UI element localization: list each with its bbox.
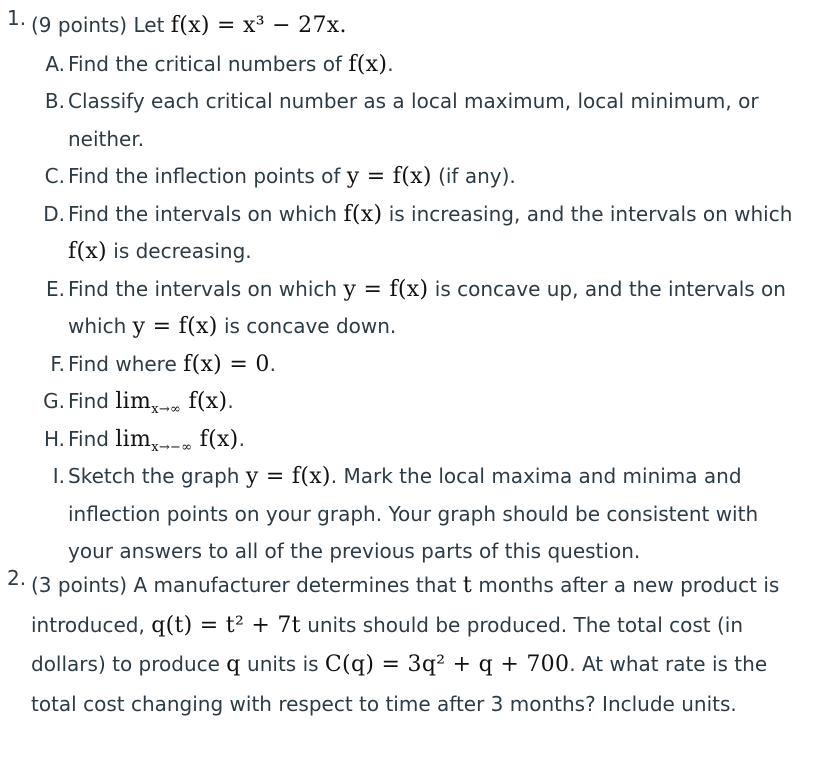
lim-operator: lim <box>115 426 152 452</box>
problem-text: units is <box>247 652 319 676</box>
part-label: G. <box>43 389 65 413</box>
part-i <box>7 458 803 571</box>
math-expression: t <box>462 573 473 598</box>
math-expression: q <box>226 652 241 677</box>
math-expression: f(x) <box>199 426 239 452</box>
part-text: Find the critical numbers of <box>68 51 342 76</box>
part-e <box>7 271 803 346</box>
part-g <box>7 383 803 421</box>
limit-expression <box>115 389 228 417</box>
part-label: A. <box>45 51 65 76</box>
part-h <box>7 421 803 459</box>
lim-operator: lim <box>115 389 152 414</box>
part-text: . <box>227 389 234 413</box>
part-label: H. <box>43 426 65 451</box>
part-text: Find the intervals on which <box>68 201 338 226</box>
math-expression: C(q) = 3q² + q + 700 <box>324 652 570 677</box>
math-expression: y = f(x) <box>245 464 331 489</box>
part-f <box>7 346 803 384</box>
math-expression: y = f(x) <box>132 314 218 339</box>
lim-subscript: x→−∞ <box>151 439 193 455</box>
limit-expression <box>115 426 239 455</box>
part-text: Find the inflection points of <box>68 164 341 188</box>
problem-text: A manufacturer determines that <box>133 573 457 597</box>
math-expression: f(x) <box>188 389 228 414</box>
problem-text: units should be produced. The total cost (in dollars) to produce <box>31 612 744 676</box>
function-definition: f(x) = x³ − 27x. <box>170 13 347 38</box>
problem-number: 2. <box>7 566 27 590</box>
part-text: is concave down. <box>223 314 397 338</box>
math-expression: f(x) <box>343 201 383 227</box>
intro-text: Let <box>133 13 165 37</box>
part-label: D. <box>43 201 65 226</box>
part-a <box>7 46 803 84</box>
part-text: . <box>269 351 277 376</box>
math-expression: y = f(x) <box>346 164 432 189</box>
problem-1 <box>7 6 813 571</box>
problem-text: months after a new product is introduced, <box>31 573 780 637</box>
part-text: . Mark the local maxima and minima and inflection points on your graph. Your graph should be consistent with your answers to all of the previous parts of this question. <box>68 464 759 563</box>
points-label: (9 points) <box>31 13 128 37</box>
problem-number: 1. <box>7 6 27 30</box>
part-b <box>7 83 803 158</box>
parts-list <box>7 46 813 571</box>
part-label: I. <box>52 464 65 488</box>
part-label: C. <box>44 164 65 188</box>
part-text: is decreasing. <box>113 239 252 263</box>
part-text: Find the intervals on which <box>68 276 338 301</box>
part-text: Classify each critical number as a local maximum, local minimum, or neither. <box>68 89 759 151</box>
math-expression: f(x) <box>348 51 388 77</box>
points-label: (3 points) <box>31 573 128 597</box>
lim-subscript: x→∞ <box>151 402 182 417</box>
part-text: Find <box>68 389 109 413</box>
part-text: is concave up, and the intervals on which <box>68 276 786 338</box>
math-expression: f(x) <box>68 239 107 264</box>
part-label: E. <box>46 276 65 301</box>
math-expression: f(x) = 0 <box>183 351 270 377</box>
part-text: Find <box>68 426 109 451</box>
math-expression: q(t) = t² + 7t <box>151 612 301 638</box>
math-expression: y = f(x) <box>343 276 429 302</box>
part-d <box>7 196 803 271</box>
problem-2 <box>7 566 813 723</box>
part-label: B. <box>44 89 65 113</box>
part-text: is increasing, and the intervals on which <box>388 201 793 226</box>
part-label: F. <box>50 351 65 376</box>
part-c <box>7 158 803 196</box>
part-text: (if any). <box>438 164 516 188</box>
problem-text: . At what rate is the total cost changing with respect to time after 3 months? Include units. <box>31 652 768 716</box>
part-text: Sketch the graph <box>68 464 240 488</box>
part-text: . <box>238 426 245 451</box>
part-text: . <box>387 51 394 76</box>
part-text: Find where <box>68 351 177 376</box>
